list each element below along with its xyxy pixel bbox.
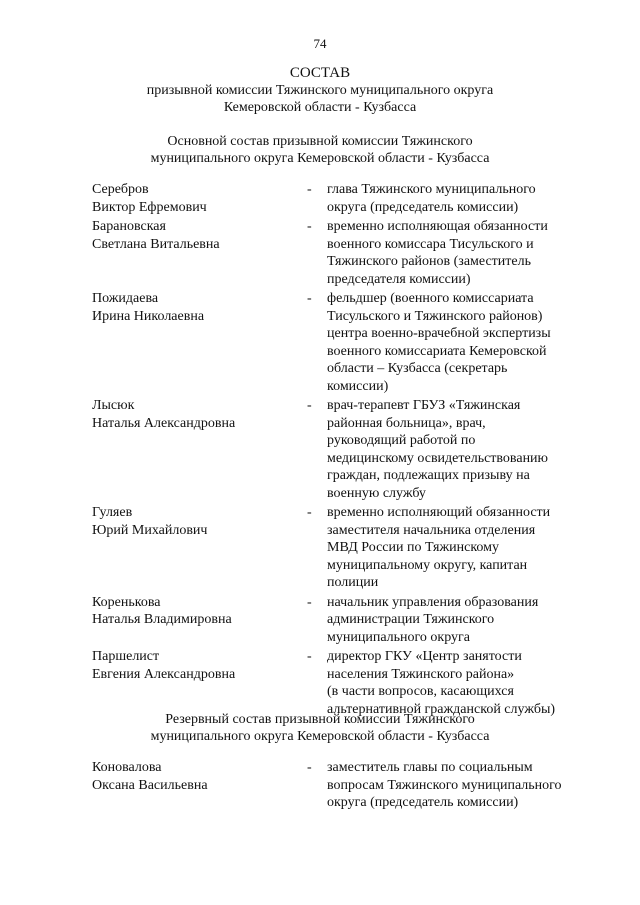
member-role-line: временно исполняющая обязанности <box>327 219 548 234</box>
member-dash: - <box>307 760 312 775</box>
member-role-line: Тяжинского районов (заместитель <box>327 254 531 269</box>
main-members-list <box>0 181 640 720</box>
member-given-name: Наталья Александровна <box>92 415 236 431</box>
member-surname: Коренькова <box>92 594 161 610</box>
member-surname: Барановская <box>92 219 166 234</box>
member-role-line: округа (председатель комиссии) <box>327 199 519 215</box>
member-role-line: военного комиссариата Кемеровской <box>327 343 547 359</box>
member-surname: Паршелист <box>92 649 160 664</box>
member-entry <box>0 504 640 592</box>
member-entry <box>0 759 640 812</box>
member-dash: - <box>307 398 312 413</box>
document-header <box>0 65 640 116</box>
document-subtitle-line-1: призывной комиссии Тяжинского муниципального округа <box>146 83 494 98</box>
member-role-line: Тисульского и Тяжинского районов) <box>327 308 543 324</box>
member-role-line: медицинскому освидетельствованию <box>327 450 549 466</box>
member-role-line: временно исполняющий обязанности <box>327 505 551 520</box>
member-given-name: Виктор Ефремович <box>92 199 207 215</box>
member-role <box>327 181 597 216</box>
member-role-line: полиции <box>327 575 379 590</box>
member-name <box>92 397 302 432</box>
member-role-line: глава Тяжинского муниципального <box>327 182 536 197</box>
member-given-name: Юрий Михайлович <box>92 522 208 538</box>
page-number: 74 <box>313 36 327 51</box>
member-entry <box>0 594 640 647</box>
member-surname: Коновалова <box>92 760 162 775</box>
member-role-line: граждан, подлежащих призыву на <box>327 468 530 483</box>
member-name <box>92 290 302 325</box>
member-role-line: заместителя начальника отделения <box>327 522 536 538</box>
member-role-line: руководящий работой по <box>327 433 476 448</box>
member-role-line: комиссии) <box>327 378 389 394</box>
member-dash: - <box>307 505 312 520</box>
member-role <box>327 759 597 812</box>
member-dash: - <box>307 291 312 306</box>
main-section-heading-line-1: Основной состав призывной комиссии Тяжинского <box>167 134 473 149</box>
member-dash: - <box>307 594 312 610</box>
member-role-line: (в части вопросов, касающихся <box>327 684 514 699</box>
member-surname: Гуляев <box>92 505 133 520</box>
member-role-line: вопросам Тяжинского муниципального <box>327 777 562 793</box>
member-role-line: районная больница», врач, <box>327 415 486 431</box>
member-dash: - <box>307 219 312 234</box>
member-role <box>327 594 597 647</box>
main-section-heading <box>0 133 640 167</box>
member-role <box>327 290 597 395</box>
reserve-section-heading <box>0 711 640 745</box>
member-role <box>327 648 597 718</box>
member-surname: Пожидаева <box>92 291 159 306</box>
member-entry <box>0 648 640 718</box>
member-role-line: военную службу <box>327 485 426 501</box>
member-role-line: населения Тяжинского района» <box>327 666 515 682</box>
member-given-name: Ирина Николаевна <box>92 308 205 324</box>
member-role-line: альтернативной гражданской службы) <box>327 701 556 717</box>
member-given-name: Евгения Александровна <box>92 666 236 682</box>
member-name <box>92 218 302 253</box>
reserve-section-heading-line-1: Резервный состав призывной комиссии Тяжинского <box>165 712 475 727</box>
reserve-section-heading-line-2: муниципального округа Кемеровской области - Кузбасса <box>150 729 490 744</box>
member-surname: Серебров <box>92 182 149 197</box>
member-role-line: МВД России по Тяжинскому <box>327 540 500 555</box>
member-role-line: муниципальному округу, капитан <box>327 557 528 573</box>
member-role-line: области – Кузбасса (секретарь <box>327 361 508 376</box>
member-role <box>327 397 597 502</box>
document-title: СОСТАВ <box>289 65 351 81</box>
member-role-line: военного комиссара Тисульского и <box>327 236 534 252</box>
member-role-line: председателя комиссии) <box>327 271 471 287</box>
member-role-line: заместитель главы по социальным <box>327 760 533 775</box>
member-entry <box>0 181 640 216</box>
member-role-line: директор ГКУ «Центр занятости <box>327 649 522 664</box>
main-section-heading-line-2: муниципального округа Кемеровской области - Кузбасса <box>150 151 490 166</box>
member-role <box>327 218 597 288</box>
member-role <box>327 504 597 592</box>
member-name <box>92 594 302 629</box>
member-role-line: муниципального округа <box>327 629 470 645</box>
member-name <box>92 648 302 683</box>
member-role-line: фельдшер (военного комиссариата <box>327 291 534 306</box>
member-entry <box>0 397 640 502</box>
member-dash: - <box>307 649 312 664</box>
member-given-name: Наталья Владимировна <box>92 612 232 627</box>
reserve-members-list <box>0 759 640 814</box>
member-role-line: администрации Тяжинского <box>327 612 495 627</box>
member-name <box>92 181 302 216</box>
member-role-line: начальник управления образования <box>327 594 539 610</box>
member-entry <box>0 290 640 395</box>
member-name <box>92 759 302 794</box>
member-name <box>92 504 302 539</box>
member-given-name: Оксана Васильевна <box>92 777 208 793</box>
member-role-line: центра военно-врачебной экспертизы <box>327 326 551 341</box>
member-surname: Лысюк <box>92 398 135 413</box>
member-entry <box>0 218 640 288</box>
document-subtitle-line-2: Кемеровской области - Кузбасса <box>223 100 417 115</box>
member-given-name: Светлана Витальевна <box>92 236 220 252</box>
member-dash: - <box>307 182 312 197</box>
member-role-line: врач-терапевт ГБУЗ «Тяжинская <box>327 398 521 413</box>
member-role-line: округа (председатель комиссии) <box>327 795 519 810</box>
